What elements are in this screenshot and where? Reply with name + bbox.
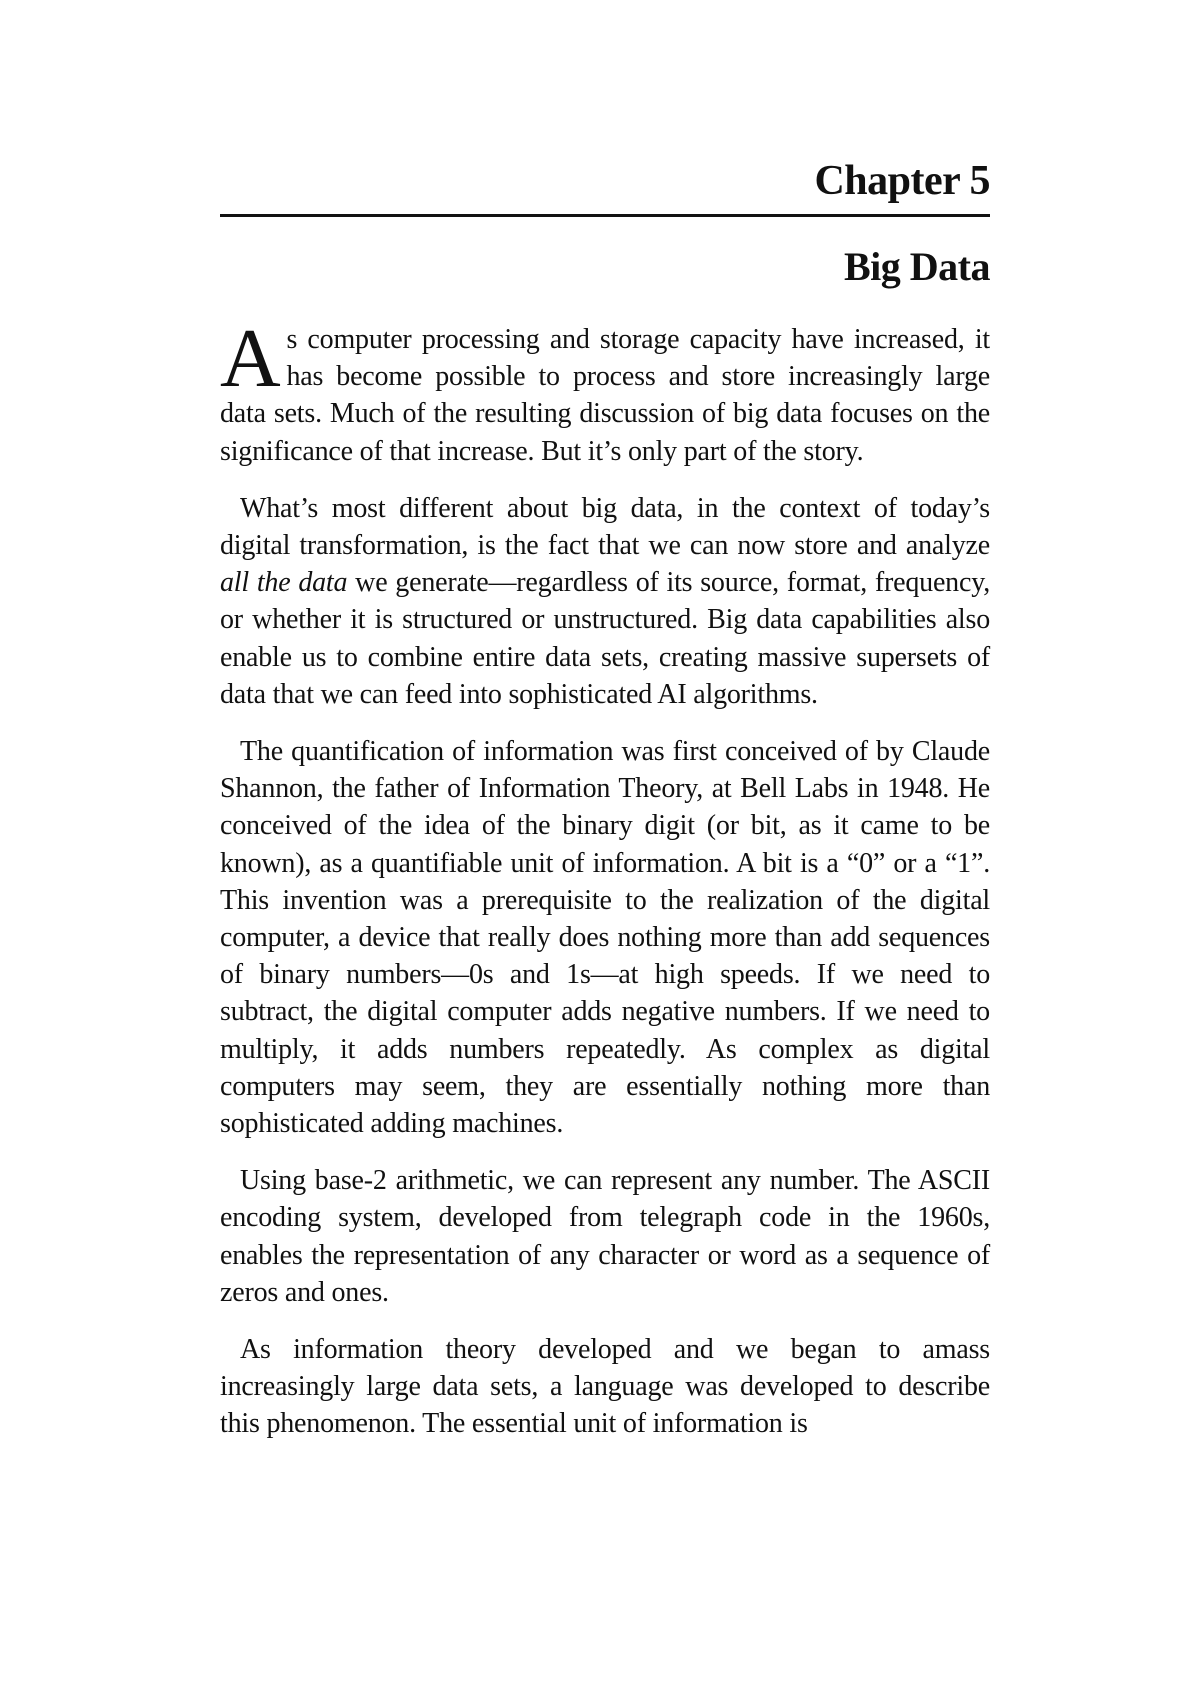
body-paragraph-1 xyxy=(220,312,990,470)
paragraph-1-text: s computer processing and storage capacity have increased, it has become possible to process and store increasingly large data sets. Much of the resulting discussion of big data focuses on the significance of that increase. But it’s only part of the story. xyxy=(220,324,990,467)
paragraph-2-text-after: we generate—regardless of its source, format, frequency, or whether it is structured or unstructured. Big data capabilities also enable us to combine entire data sets, creating massive supersets of data that we can feed into sophisticated AI algorithms. xyxy=(220,567,990,710)
body-paragraph-4: Using base-2 arithmetic, we can represent any number. The ASCII encoding system, developed from telegraph code in the 1960s, enables the representation of any character or word as a sequence of zeros and ones. xyxy=(220,1165,990,1308)
paragraph-2-text-before: What’s most different about big data, in the context of today’s digital transformation, is the fact that we can now store and analyze xyxy=(220,492,990,562)
body-paragraph-3: The quantification of information was first conceived of by Claude Shannon, the father of Information Theory, at Bell Labs in 1948. He conceived of the idea of the binary digit (or bit, as it came to be known), as a quantifiable unit of information. A bit is a “0” or a “1”. This invention was a prerequisite to the realization of the digital computer, a device that really does nothing more than add sequences of binary numbers—0s and 1s—at high speeds. If we need to subtract, the digital computer adds negative numbers. If we need to multiply, it adds numbers repeatedly. As complex as digital computers may seem, they are essentially nothing more than sophisticated adding machines. xyxy=(220,736,990,1140)
chapter-title: Big Data xyxy=(844,244,990,289)
chapter-number: Chapter 5 xyxy=(814,158,990,204)
paragraph-2-emphasis: all the data xyxy=(220,567,348,599)
drop-cap: A xyxy=(220,312,281,405)
chapter-rule xyxy=(220,214,990,217)
body-paragraph-5: As information theory developed and we began to amass increasingly large data sets, a language was developed to describe this phenomenon. The essential unit of information is xyxy=(220,1334,990,1440)
book-page xyxy=(220,160,990,1463)
body-paragraph-2 xyxy=(220,490,990,713)
